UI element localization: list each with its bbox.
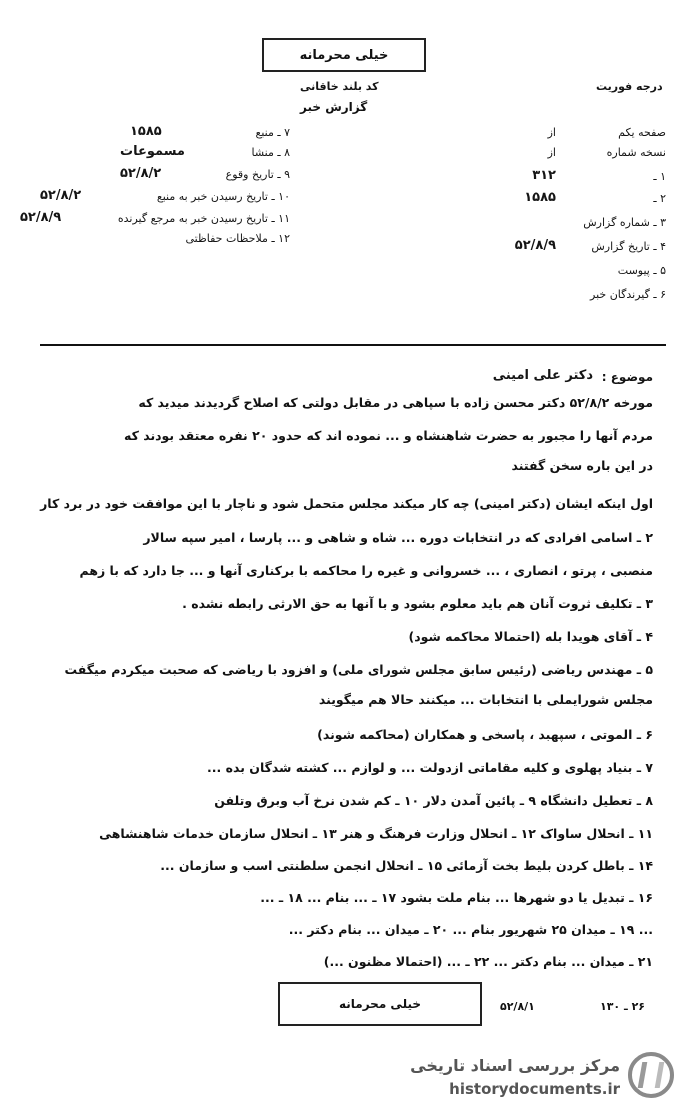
body-line: ۱۴ ـ باطل کردن بلیط بخت آزمائی ۱۵ ـ انحلال انجمن سلطنتی اسب و سازمان ... — [160, 858, 653, 873]
field-value: ۵۲/۸/۹ — [20, 210, 62, 225]
body-line: ۷ ـ بنیاد پهلوی و کلیه مقاماتی ازدولت ... و لوازم ... کشته شدگان بده ... — [207, 760, 653, 775]
org-site: historydocuments.ir — [449, 1080, 620, 1098]
body-line: ۳ ـ تکلیف ثروت آنان هم باید معلوم بشود و با آنها به حق الارثی رابطه نشده . — [182, 596, 653, 611]
body-line: ۶ ـ الموتی ، سپهبد ، پاسخی و همکاران (محاکمه شوند) — [317, 727, 653, 742]
priority-label: درجه فوریت — [596, 80, 663, 93]
body-line: ۱۶ ـ تبدیل یا دو شهرها ... بنام ملت بشود ۱۷ ـ ... بنام ... ۱۸ ـ ... — [260, 890, 653, 905]
field-value: ۳۱۲ — [532, 168, 556, 183]
body-line: ... ۱۹ ـ میدان ۲۵ شهریور بنام ... ۲۰ ـ میدان ... بنام دکتر ... — [288, 922, 653, 937]
field-value: ۵۲/۸/۹ — [514, 238, 556, 253]
body-line: مورخه ۵۲/۸/۲ دکتر محسن زاده با سپاهی در مقابل دولتی که اصلاح گردیدند میدید که — [138, 395, 653, 410]
body-line: در این باره سخن گفتند — [511, 458, 653, 473]
field-label: ۲ ـ — [653, 192, 666, 205]
field-label: ۸ ـ منشا — [251, 146, 290, 159]
field-label: ۱۰ ـ تاریخ رسیدن خبر به منبع — [156, 190, 290, 203]
body-line: اول اینکه ایشان (دکتر امینی) چه کار میکند مجلس متحمل شود و ناچار با این موافقت خود در برد کار — [40, 496, 653, 511]
body-line: ۲۱ ـ میدان ... بنام دکتر ... ۲۲ ـ ... (احتمالا مظنون ...) — [323, 954, 653, 969]
top-secret-stamp: خیلی محرمانه — [262, 38, 426, 72]
field-label: ۳ ـ شماره گزارش — [583, 216, 666, 229]
field-value: از — [547, 146, 556, 159]
body-line: ۲ ـ اسامی افرادی که در انتخابات دوره ... شاه و شاهی و ... پارسا ، امیر سپه سالار — [143, 530, 653, 545]
subject-label: موضوع : — [601, 370, 653, 384]
body-line: مردم آنها را مجبور به حضرت شاهنشاه و ... نموده اند که حدود ۲۰ نفره معتقد بودند که — [124, 428, 653, 443]
body-line: منصبی ، پرتو ، انصاری ، ... خسروانی و غیره را محاکمه با برکناری آنها و ... جا دارد که با زهم — [79, 563, 653, 578]
field-label: ۹ ـ تاریخ وقوع — [225, 168, 290, 181]
bottom-secret-stamp: خیلی محرمانه — [278, 982, 482, 1026]
report-title: گزارش خبر — [300, 100, 368, 114]
field-label: ۵ ـ پیوست — [617, 264, 666, 277]
field-label: ۱ ـ — [653, 170, 666, 183]
field-value: ۱۵۸۵ — [524, 190, 556, 205]
body-line: ۴ ـ آقای هویدا بله (احتمالا محاکمه شود) — [408, 629, 653, 644]
field-value: ۵۲/۸/۲ — [40, 188, 82, 203]
field-label: نسخه شماره — [606, 146, 666, 159]
bottom-note: ۲۶ ـ ۱۳۰ — [600, 1000, 646, 1013]
book-icon — [638, 1062, 665, 1088]
field-value: مسموعات — [120, 144, 185, 159]
subject-value: دکتر علی امینی — [492, 368, 593, 383]
bottom-date: ۵۲/۸/۱ — [500, 1000, 535, 1013]
field-value: ۱۵۸۵ — [130, 124, 162, 139]
field-value: ۵۲/۸/۲ — [120, 166, 162, 181]
body-line: ۵ ـ مهندس ریاضی (رئیس سابق مجلس شورای ملی) و افزود با ریاضی که صحبت میکردم میگفت — [64, 662, 653, 677]
org-name: مرکز بررسی اسناد تاریخی — [410, 1056, 620, 1075]
field-label: ۴ ـ تاریخ گزارش — [591, 240, 666, 253]
field-label: صفحه یکم — [618, 126, 666, 139]
field-label: ۷ ـ منبع — [255, 126, 290, 139]
field-value: از — [547, 126, 556, 139]
body-line: ۱۱ ـ انحلال ساواک ۱۲ ـ انحلال وزارت فرهنگ و هنر ۱۳ ـ انحلال سازمان خدمات شاهنشاهی — [99, 826, 653, 841]
field-label: ۱۱ ـ تاریخ رسیدن خبر به مرجع گیرنده — [117, 212, 290, 225]
field-label: ۱۲ ـ ملاحظات حفاظتی — [185, 232, 290, 245]
body-line: ۸ ـ تعطیل دانشگاه ۹ ـ پائین آمدن دلار ۱۰ ـ کم شدن نرخ آب وبرق وتلفن — [214, 793, 653, 808]
body-line: مجلس شورایملی با انتخابات ... میکنند حالا هم میگویند — [318, 692, 653, 707]
secret-label: کد بلند خاقانی — [300, 80, 379, 93]
field-label: ۶ ـ گیرندگان خبر — [590, 288, 666, 301]
